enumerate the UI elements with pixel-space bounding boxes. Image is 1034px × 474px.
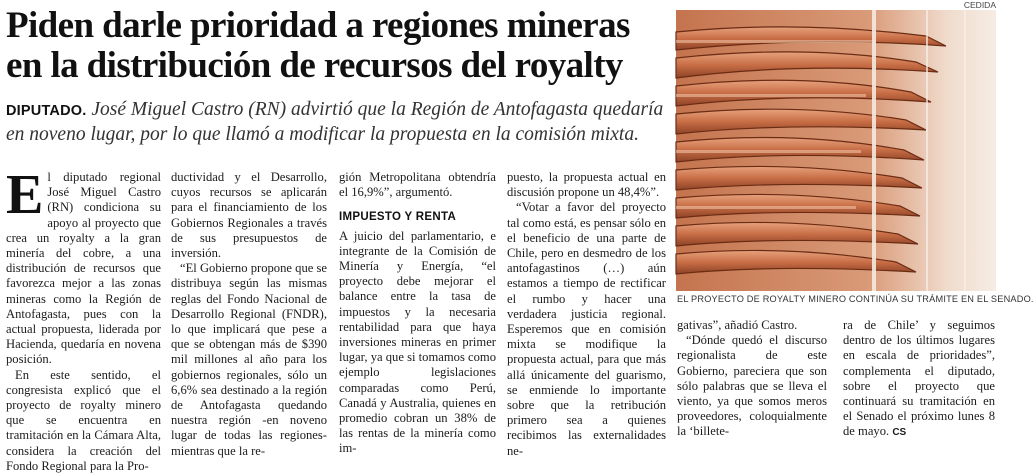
paragraph: gión Metropolitana obtendría el 16,9%”, argumentó.: [339, 170, 496, 200]
deck-text: José Miguel Castro (RN) advirtió que la Región de Antofagasta quedaría en noveno lugar, por lo que llamó a modificar la propuesta en la comisión mixta.: [6, 99, 664, 145]
paragraph: [843, 318, 995, 441]
copper-cathodes-photo: [676, 10, 996, 291]
article-column-3: [339, 170, 496, 457]
article-headline: Piden darle prioridad a regiones mineras en la distribución de recursos del royalty: [6, 5, 630, 86]
copper-sheets-image: [676, 10, 996, 291]
section-subhead: IMPUESTO Y RENTA: [339, 211, 457, 224]
paragraph-text: l diputado regional José Miguel Castro (RN) condiciona su apoyo al proyecto que crea un royalty a la gran minería del cobre, a una distribución de recursos que favorezca mejor a las zonas mineras como la Región de Antofagasta, pues con la actual propuesta, liderada por Hacienda, quedaría en novena posición.: [6, 170, 161, 367]
paragraph: “Dónde quedó el discurso regionalista de este Gobierno, pareciera que son sólo palabras que se lleva el viento, ya que somos meros proveedores, coloquialmente la ‘billete-: [677, 333, 827, 439]
paragraph: ductividad y el Desarrollo, cuyos recursos se aplicarán para el financiamiento de los Gobiernos Regionales a través de sus presupuestos de inversión.: [171, 170, 327, 261]
paragraph: “Votar a favor del proyecto tal como está, es pensar sólo en el beneficio de una parte de Chile, pero en desmedro de los antofagastinos (…) aún estamos a tiempo de rectificar el rumbo y hacer una verdadera justicia regional. Esperemos que en comisión mixta se modifique la propuesta actual, para que más allá únicamente del guarismo, se enmiende lo importante sobre que la retribución primero sea a quienes recibimos las externalidades ne-: [507, 200, 666, 458]
article-column-5: [677, 318, 827, 440]
paragraph: En este sentido, el congresista explicó que el proyecto de royalty minero que se encuentra en tramitación en la Cámara Alta, considera la creación del Fondo Regional para la Pro-: [6, 367, 161, 473]
paragraph: “El Gobierno propone que se distribuya según las mismas reglas del Fondo Nacional de Desarrollo Regional (FNDR), lo que implicará que pese a que se obtengan más de $390 mil millones al año para los gobiernos regionales, sólo un 6,6% sea destinado a la región de Antofagasta quedando nuestra región -en noveno lugar de todas las regiones- mientras que la re-: [171, 261, 327, 458]
drop-cap: E: [6, 164, 44, 226]
paragraph: puesto, la propuesta actual en discusión propone un 48,4%”.: [507, 170, 666, 200]
photo-credit: CEDIDA: [963, 0, 996, 10]
photo-caption: EL PROYECTO DE ROYALTY MINERO CONTINÚA SU TRÁMITE EN EL SENADO.: [677, 294, 1034, 304]
paragraph: A juicio del parlamentario, e integrante de la Comisión de Minería y Energía, “el proyecto debe mejorar el balance entre la tasa de impuestos y la necesaria rentabilidad para que haya inversiones mineras en primer lugar, ya que si tomamos como ejemplo legislaciones comparadas como Perú, Canadá y Australia, quienes en promedio cobran un 38% de las rentas de la minería como im-: [339, 228, 496, 456]
author-endmark: CS: [892, 427, 907, 439]
article-column-6: [843, 318, 995, 441]
article-column-4: [507, 170, 666, 459]
article-column-2: [171, 170, 327, 459]
paragraph-text: ra de Chile’ y seguimos dentro de los últimos lugares en escala de prioridades”, complementa el diputado, sobre el proyecto que continuará su tramitación en el Senado el próximo lunes 8 de mayo.: [843, 318, 995, 439]
deck-kicker: DIPUTADO.: [6, 103, 87, 119]
article-column-1: [6, 164, 161, 474]
paragraph: [6, 164, 161, 368]
article-deck: [6, 98, 670, 147]
paragraph: gativas”, añadió Castro.: [677, 318, 798, 332]
